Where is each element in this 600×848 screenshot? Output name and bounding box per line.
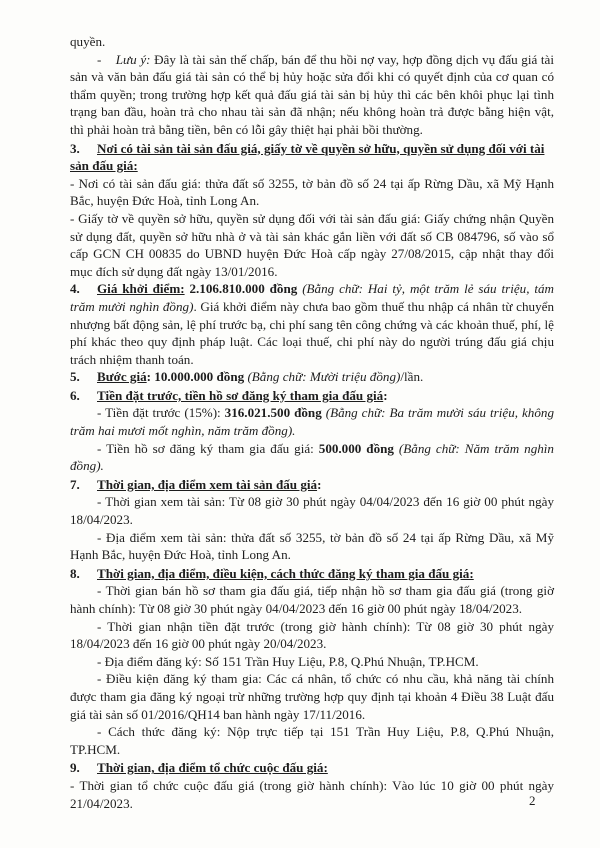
bid-step-words: (Bằng chữ: Mười triệu đồng) [244, 369, 401, 385]
section-title: Thời gian, địa điểm, điều kiện, cách thức đăng ký tham gia đấu giá: [97, 565, 474, 581]
deposit-paragraph [70, 404, 554, 439]
note-paragraph: - Lưu ý: Đây là tài sản thế chấp, bán để thu hồi nợ vay, hợp đồng dịch vụ đấu giá tài sản và văn bản đấu giá tài sản có thể bị hủy hoặc sửa đổi khi có quyết định của cơ quan có thẩm quyền; trong trường hợp kết quả đấu giá tài sản bị hủy thì các bên khôi phục lại tình trạng ban đầu, hoàn trả cho nhau tài sản đã nhận; nếu không hoàn trả được bằng hiện vật, thì phải hoàn trả bằng tiền, bên có lỗi gây thiệt hại phải bồi thường. [70, 51, 554, 137]
document-body [70, 33, 554, 812]
section-number: 9. [70, 760, 80, 776]
fee-words: (Bằng chữ: Năm trăm nghìn đồng). [70, 440, 554, 474]
starting-price-amount: 2.106.810.000 đồng [184, 281, 298, 297]
section-title: Tiền đặt trước, tiền hồ sơ đăng ký tham gia đấu giá [97, 387, 384, 403]
deposit-amount: 316.021.500 đồng [224, 405, 322, 421]
viewing-time-paragraph: - Thời gian xem tài sản: Từ 08 giờ 30 phút ngày 04/04/2023 đến 16 giờ 00 phút ngày 18/04/2023. [70, 494, 554, 528]
bid-step-label: Bước giá [97, 369, 147, 385]
section-4-paragraph [70, 280, 554, 368]
deposit-words: (Bằng chữ: Ba trăm mười sáu triệu, không trăm hai mươi mốt nghìn, năm trăm đồng). [70, 405, 554, 439]
ownership-docs-paragraph: - Giấy tờ về quyền sở hữu, quyền sử dụng đối với tài sản đấu giá: Giấy chứng nhận Quyền sử dụng đất, quyền sở hữu nhà ở và tài sản khác gắn liền với đất số CB 084796, số vào sổ cấp GCN CH 00835 do UBND huyện Đức Hoà cấp ngày 27/08/2015, cập nhật thay đổi mục đích sử dụng đất ngày 13/01/2016. [70, 210, 554, 279]
starting-price-words: (Bằng chữ: Hai tỷ, một trăm lẻ sáu triệu, tám trăm mười nghìn đồng) [70, 281, 555, 314]
section-title: Nơi có tài sản tài sản đấu giá, giấy tờ về quyền sở hữu, quyền sử dụng đối với tài [97, 140, 545, 156]
section-7-heading [70, 476, 554, 494]
registration-method-paragraph: - Cách thức đăng ký: Nộp trực tiếp tại 151 Trần Huy Liệu, P.8, Q.Phú Nhuận, TP.HCM. [70, 724, 554, 757]
section-colon: : [383, 387, 388, 403]
bid-step-amount: : 10.000.000 đồng [146, 369, 245, 385]
viewing-place-paragraph: - Địa điểm xem tài sản: thửa đất số 3255, tờ bản đồ số 24 tại ấp Rừng Dầu, xã Mỹ Hạnh Bắc, huyện Đức Hoà, tỉnh Long An. [70, 529, 554, 563]
section-6-heading [70, 387, 554, 405]
section-3-heading [70, 140, 554, 158]
section-title: Thời gian, địa điểm tổ chức cuộc đấu giá: [97, 760, 328, 776]
section-number: 8. [70, 565, 80, 581]
asset-location-paragraph: - Nơi có tài sản đấu giá: thửa đất số 3255, tờ bản đồ số 24 tại ấp Rừng Dầu, xã Mỹ Hạnh Bắc, huyện Đức Hoà, tỉnh Long An. [70, 175, 554, 209]
section-number: 6. [70, 387, 80, 403]
fee-paragraph [70, 440, 554, 475]
section-number: 7. [70, 476, 80, 492]
note-text: Đây là tài sản thế chấp, bán để thu hồi nợ vay, hợp đồng dịch vụ đấu giá tài sản và văn bản đấu giá tài sản có thể bị hủy hoặc sửa đổi khi có quyết định của cơ quan có thẩm quyền; trong trường hợp kết quả đấu giá tài sản bị hủy thì các bên khôi phục lại tình trạng ban đầu, hoàn trả cho nhau tài sản đã nhận; nếu không hoàn trả được bằng hiện vật, thì phải hoàn trả bằng tiền, bên có lỗi gây thiệt hại phải bồi thường. [70, 51, 554, 137]
registration-place-paragraph: - Địa điểm đăng ký: Số 151 Trần Huy Liệu, P.8, Q.Phú Nhuận, TP.HCM. [97, 653, 479, 669]
registration-conditions-paragraph: - Điều kiện đăng ký tham gia: Các cá nhân, tổ chức có nhu cầu, khả năng tài chính được tham gia đăng ký ngoại trừ những trường hợp quy định tại khoản 4 Điều 38 Luật đấu giá tài sản số 01/2016/QH14 ban hành ngày 17/11/2016. [70, 671, 554, 722]
section-5-paragraph [70, 368, 554, 386]
section-8-heading [70, 565, 554, 583]
starting-price-label: Giá khởi điểm: [97, 281, 185, 297]
deposit-time-paragraph: - Thời gian nhận tiền đặt trước (trong giờ hành chính): Từ 08 giờ 30 phút ngày 18/04/2023 đến 16 giờ 00 phút ngày 20/04/2023. [70, 618, 554, 652]
fee-lead: - Tiền hồ sơ đăng ký tham gia đấu giá: [97, 440, 319, 456]
section-colon: : [317, 476, 322, 492]
dossier-time-paragraph: - Thời gian bán hồ sơ tham gia đấu giá, tiếp nhận hồ sơ tham gia đấu giá (trong giờ hành chính): Từ 08 giờ 30 phút ngày 04/04/2023 đến 16 giờ 00 phút ngày 18/04/2023. [70, 583, 554, 616]
section-9-heading [70, 759, 554, 777]
section-number: 4. [70, 281, 80, 297]
auction-time-paragraph: - Thời gian tổ chức cuộc đấu giá (trong giờ hành chính): Vào lúc 10 giờ 00 phút ngày 21/04/2023. [70, 777, 554, 811]
starting-price-note: . Giá khởi điểm này chưa bao gồm thuế thu nhập cá nhân từ chuyển nhượng bất động sản, lệ phí trước bạ, chi phí sang tên công chứng và các khoản thuế, phí, lệ phí khác theo quy định pháp luật. Các loại thuế, chi phí này do người trúng đấu giá chịu trách nhiệm thanh toán. [70, 298, 554, 367]
page-number: 2 [529, 793, 536, 808]
deposit-lead: - Tiền đặt trước (15%): [97, 405, 225, 421]
section-number: 3. [70, 140, 80, 156]
bid-step-suffix: /lần. [400, 369, 424, 385]
section-number: 5. [70, 369, 80, 385]
intro-fragment: quyền. [70, 34, 106, 49]
section-title: Thời gian, địa điểm xem tài sản đấu giá [97, 476, 318, 492]
fee-amount: 500.000 đồng [318, 440, 394, 456]
section-3-heading-cont: sản đấu giá: [70, 158, 138, 174]
note-label: Lưu ý: [115, 51, 151, 67]
